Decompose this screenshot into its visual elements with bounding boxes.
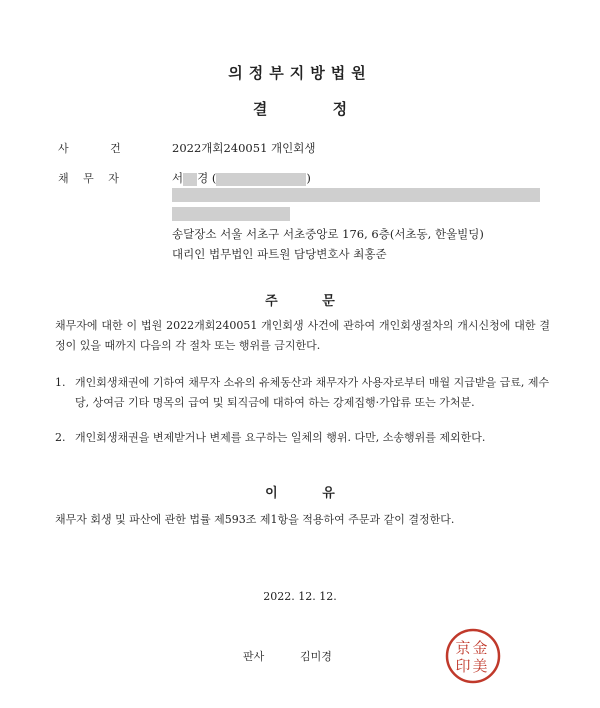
legal-agent: 대리인 법무법인 파트원 담당변호사 최홍준 bbox=[172, 247, 387, 261]
judge-seal-icon bbox=[445, 628, 501, 684]
seal-char: 印 bbox=[455, 657, 471, 675]
court-name: 의정부지방법원 bbox=[228, 64, 372, 82]
case-label: 사 건 bbox=[58, 142, 121, 155]
case-value: 2022개회240051 개인회생 bbox=[172, 141, 316, 155]
redaction-address-line-1 bbox=[172, 188, 540, 202]
order-item-text: 개인회생채권을 변제받거나 변제를 요구하는 일체의 행위. 다만, 소송행위를 제외한다. bbox=[75, 431, 486, 444]
reason-text: 채무자 회생 및 파산에 관한 법률 제593조 제1항을 적용하여 주문과 같이 결정한다. bbox=[55, 513, 455, 526]
debtor-label: 채 무 자 bbox=[58, 172, 119, 185]
seal-char: 金 bbox=[472, 639, 488, 657]
redaction-id-number bbox=[216, 173, 306, 186]
seal-char: 美 bbox=[472, 657, 488, 675]
reason-heading: 이 유 bbox=[265, 486, 335, 501]
order-item-number: 1. bbox=[55, 376, 66, 389]
document-type: 결 정 bbox=[252, 100, 348, 118]
debtor-close-paren: ) bbox=[306, 171, 311, 185]
service-address: 송달장소 서울 서초구 서초중앙로 176, 6층(서초동, 한울빌딩) bbox=[172, 227, 484, 241]
order-heading: 주 문 bbox=[265, 294, 335, 309]
decision-date: 2022. 12. 12. bbox=[263, 590, 337, 603]
judge-name: 김미경 bbox=[300, 650, 332, 663]
redaction-address-line-2 bbox=[172, 207, 290, 221]
redaction-name-middle bbox=[183, 173, 197, 186]
debtor-name-line bbox=[172, 170, 311, 186]
order-item-1 bbox=[55, 373, 550, 412]
judge-title: 판사 bbox=[243, 650, 265, 663]
order-item-text: 개인회생채권에 기하여 채무자 소유의 유체동산과 채무자가 사용자로부터 매월 지급받을 급료, 제수당, 상여금 기타 명목의 급여 및 퇴직금에 대하여 하는 강제집행·가압류 또는 가처분. bbox=[75, 376, 550, 409]
debtor-name-prefix: 서 bbox=[172, 171, 184, 185]
seal-char: 京 bbox=[455, 639, 471, 657]
order-item-number: 2. bbox=[55, 431, 66, 444]
debtor-name-suffix: 경 ( bbox=[197, 171, 217, 185]
order-item-2 bbox=[55, 428, 550, 448]
order-intro: 채무자에 대한 이 법원 2022개회240051 개인회생 사건에 관하여 개인회생절차의 개시신청에 대한 결정이 있을 때까지 다음의 각 절차 또는 행위를 금지한다. bbox=[55, 319, 550, 352]
